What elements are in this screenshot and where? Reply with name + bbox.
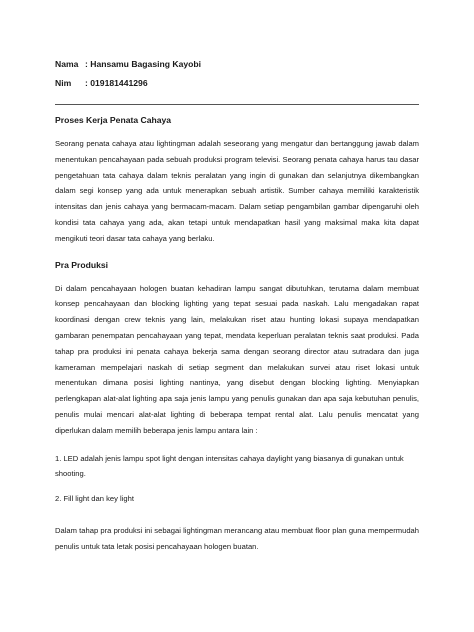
name-value: : Hansamu Bagasing Kayobi: [85, 59, 202, 69]
document-page: [55, 58, 419, 567]
paragraph-floor-plan: Dalam tahap pra produksi ini sebagai lightingman merancang atau membuat floor plan guna mempermudah penulis untuk tata letak posisi pencahayaan hologen buatan.: [55, 525, 419, 551]
paragraph-proses: Seorang penata cahaya atau lightingman adalah seseorang yang mengatur dan bertanggung jawab dalam menentukan pencahayaan pada sebuah produksi program televisi. Seorang penata cahaya harus tau dasar pengetahuan tata cahaya dalam teknis peralatan yang ingin di gunakan dan selanjutnya dikembangkan dalam segi konsep yang ada untuk menerapkan sebuah artistik. Sumber cahaya memiliki karakteristik intensitas dan jenis cahaya yang bermacam-macam. Dalam setiap pengambilan gambar dipengaruhi oleh kondisi tata cahaya yang ada, akan tetapi untuk mendapatkan hasil yang maksimal maka kita dapat mengikuti teori dasar tata cahaya yang berlaku.: [55, 139, 419, 243]
nim-label: Nim: [55, 78, 72, 88]
section-title-proses: Proses Kerja Penata Cahaya: [55, 115, 172, 125]
nim-value: : 019181441296: [85, 78, 148, 88]
paragraph-pra-produksi: Di dalam pencahayaan hologen buatan kehadiran lampu sangat dibutuhkan, terutama dalam membuat konsep pencahayaan dan blocking lighting yang tepat sesuai pada naskah. Lalu mengadakan rapat koordinasi dengan crew teknis yang lain, melakukan riset atau hunting lokasi supaya mendapatkan gambaran penempatan pencahayaan yang tepat, mendata keperluan peralatan teknis saat produksi. Pada tahap pra produksi ini penata cahaya bekerja sama dengan seorang director atau sutradara dan juga kameraman mempelajari naskah di setiap segment dan melakukan survei atau riset lokasi untuk menentukan dimana posisi lighting nantinya, yang disebut dengan blocking lighting. Menyiapkan perlengkapan alat-alat lighting apa saja jenis lampu yang penulis gunakan dan apa saja kebutuhan penulis, penulis mulai mencari alat-alat lighting di beberapa tempat rental alat. Lalu penulis mencatat yang diperlukan dalam memilih beberapa jenis lampu antara lain :: [55, 283, 419, 435]
nim-row: [55, 77, 419, 90]
section-title-pra-produksi: Pra Produksi: [55, 259, 109, 270]
name-row: [55, 58, 419, 71]
list-item-led: 1. LED adalah jenis lampu spot light dengan intensitas cahaya daylight yang biasanya di gunakan untuk shooting.: [55, 453, 404, 479]
list-item-fill-key-light: 2. Fill light dan key light: [55, 494, 134, 504]
horizontal-divider: [55, 104, 419, 105]
name-label: Nama: [55, 59, 79, 69]
